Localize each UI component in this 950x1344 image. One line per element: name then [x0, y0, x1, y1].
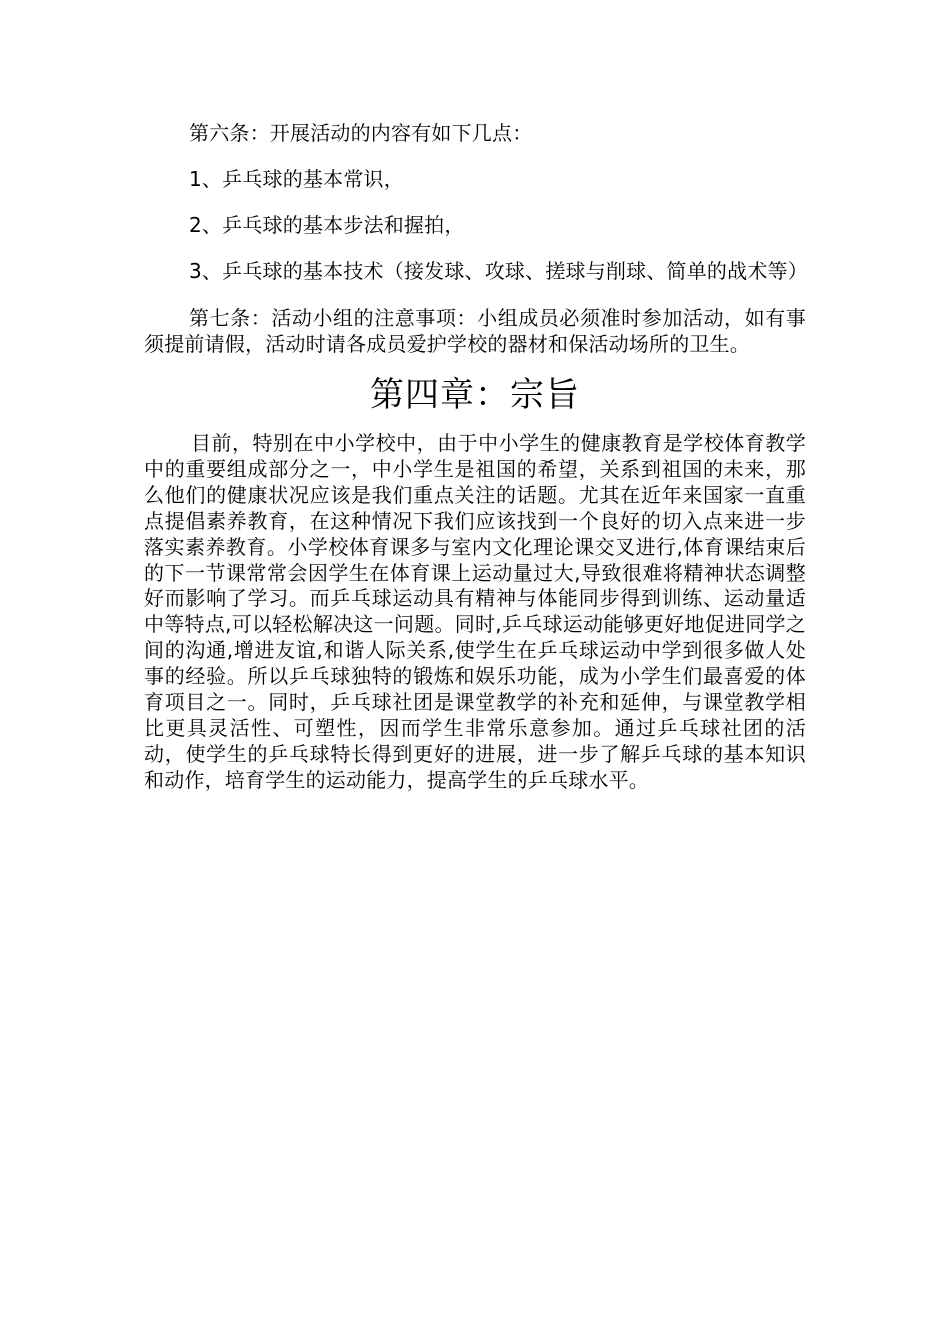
article-six-item-2: 2、乒乓球的基本步法和握拍， — [189, 213, 465, 237]
document-content — [144, 120, 806, 794]
article-six-item-1: 1、乒乓球的基本常识， — [189, 167, 404, 191]
article-six-item-3: 3、乒乓球的基本技术（接发球、攻球、搓球与削球、简单的战术等） — [189, 259, 808, 283]
article-seven-text: 第七条：活动小组的注意事项：小组成员必须准时参加活动，如有事须提前请假，活动时请各成员爱护学校的器材和保活动场所的卫生。 — [144, 306, 806, 356]
chapter-four-body: 目前，特别在中小学校中，由于中小学生的健康教育是学校体育教学中的重要组成部分之一，中小学生是祖国的希望，关系到祖国的未来，那么他们的健康状况应该是我们重点关注的话题。尤其在近年来国家一直重点提倡素养教育，在这种情况下我们应该找到一个良好的切入点来进一步落实素养教育。小学校体育课多与室内文化理论课交叉进行,体育课结束后的下一节课常常会因学生在体育课上运动量过大,导致很难将精神状态调整好而影响了学习。而乒乓球运动具有精神与体能同步得到训练、运动量适中等特点,可以轻松解决这一问题。同时,乒乓球运动能够更好地促进同学之间的沟通,增进友谊,和谐人际关系,使学生在乒乓球运动中学到很多做人处事的经验。所以乒乓球独特的锻炼和娱乐功能，成为小学生们最喜爱的体育项目之一。同时，乒乓球社团是课堂教学的补充和延伸，与课堂教学相比更具灵活性、可塑性，因而学生非常乐意参加。通过乒乓球社团的活动，使学生的乒乓球特长得到更好的进展，进一步了解乒乓球的基本知识和动作，培育学生的运动能力，提高学生的乒乓球水平。 — [144, 431, 806, 792]
chapter-four-title: 第四章：宗旨 — [370, 375, 580, 415]
article-six-heading: 第六条：开展活动的内容有如下几点： — [189, 121, 533, 145]
